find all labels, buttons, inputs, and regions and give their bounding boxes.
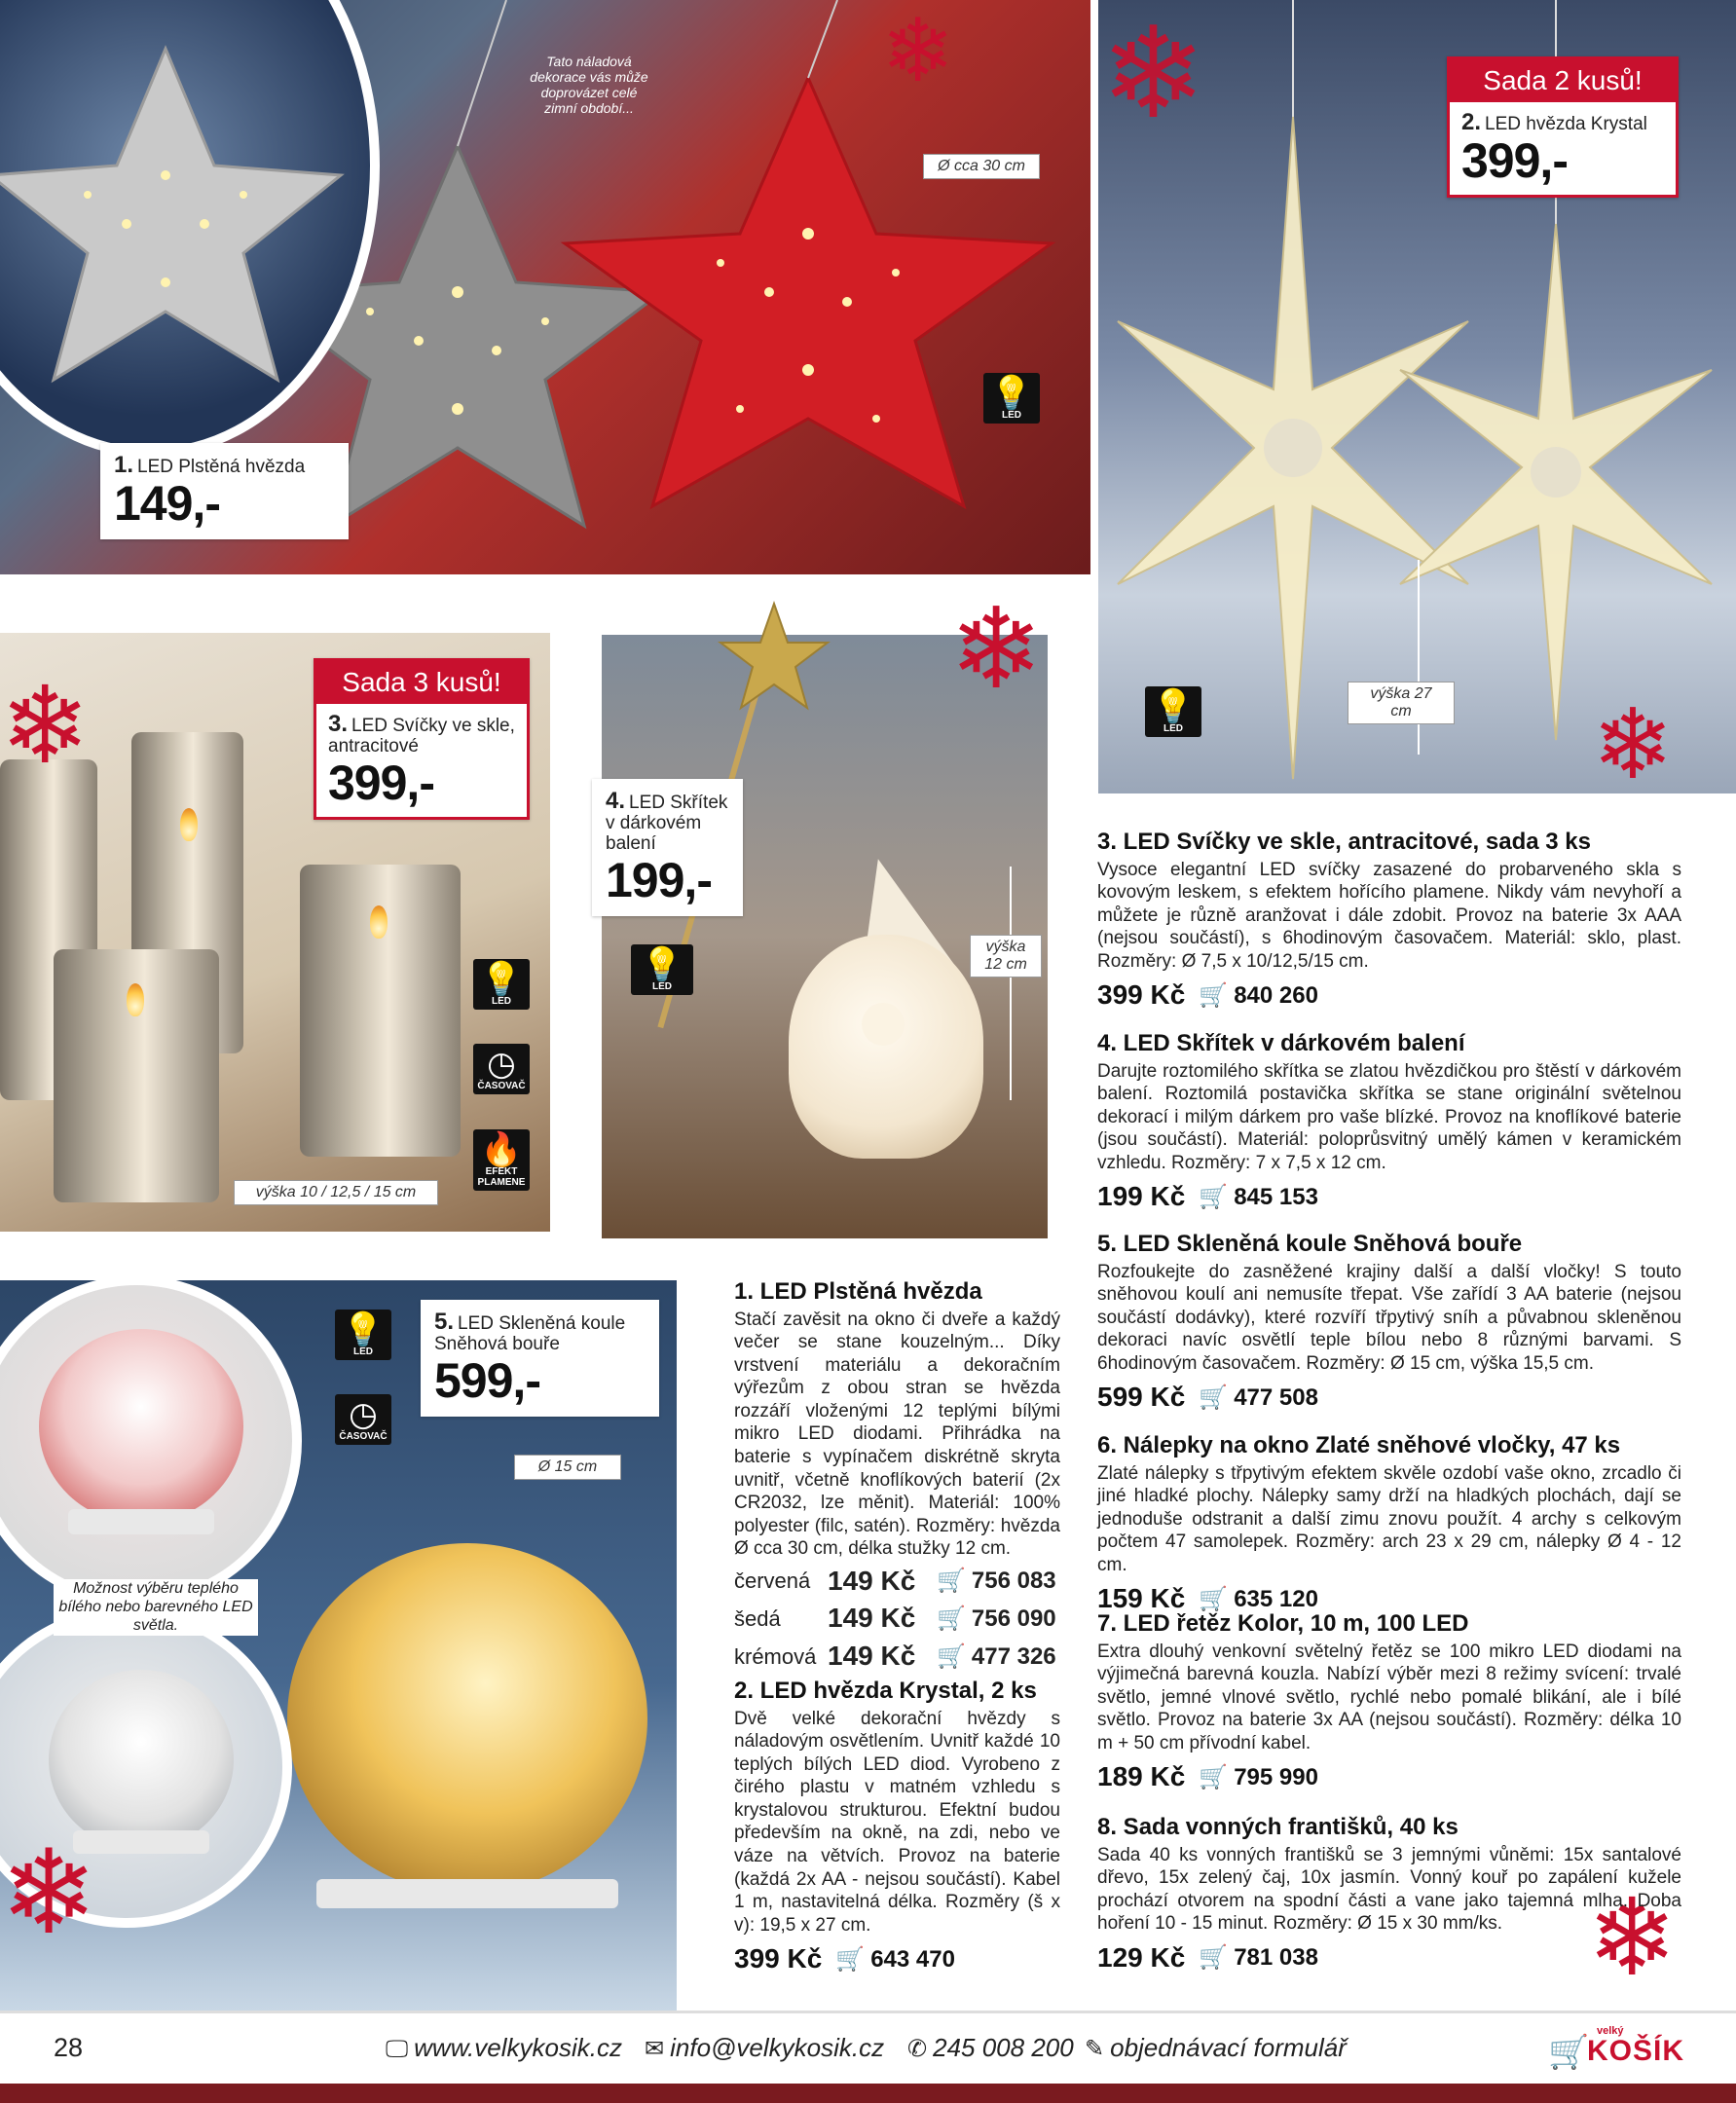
product-3-price-line: 399 Kč 🛒 840 260 [1097,979,1318,1011]
product-3-text: Vysoce elegantní LED svíčky zasazené do probarveného skla s kovovým leskem, s efektem hořícího plamene. Nikdy vám nevyhoří a můžete je různě aranžovat i dále zdobit. Provoz na baterie 3x AAA (nejsou součástí), s 6hodinovým časovačem. Materiál: sklo, plast. Rozměry: Ø 7,5 x 10/12,5/15 cm. [1097,859,1681,972]
gnome-height-arrow [1010,867,1012,1100]
snow-globe-base [316,1879,618,1908]
product-7-price-line: 189 Kč 🛒 795 990 [1097,1761,1318,1792]
price-card-2-banner: Sada 2 kusů! [1450,59,1676,102]
cart-icon: 🛒 [835,1944,866,1973]
phone-icon: ✆ [907,2034,928,2062]
product-1-title: 1. LED Plstěná hvězda [734,1278,982,1305]
envelope-icon: ✉ [645,2034,665,2062]
led-badge: 💡 LED [631,944,693,995]
price-card-4-price: 199,- [606,853,712,908]
product-4-text: Darujte roztomilého skřítka se zlatou hvězdičkou pro štěstí v dárkovém balení. Roztomilá postavička skřítka se stane originální světelnou dekorací i milým dárkem pro vaše blízké. Provoz na knoflíkové baterie (jsou součástí). Materiál: poloprůsvitný umělý kámen v keramickém vzhledu. Rozměry: 7 x 7,5 x 12 cm. [1097,1060,1681,1173]
product-4-title: 4. LED Skřítek v dárkovém balení [1097,1030,1465,1056]
candle-flame [370,905,388,939]
page-number: 28 [54,2033,84,2062]
footer-decorative-strip [0,2084,1736,2103]
cart-icon: 🛒 [937,1642,966,1670]
footer-phone-link[interactable]: ✆ 245 008 200 [907,2033,1074,2062]
product-6-description [1097,1431,1681,1616]
product-8-description [1097,1813,1681,1975]
product-5-text: Rozfoukejte do zasněžené krajiny další a další vločky! S touto sněhovou koulí ani nemusíte třepat. Vše zařídí 3 AA baterie (nejsou součástí dodávky), které rozvíří třpytivý sníh a půvabnou skleněnou dekoraci navíc osvětlí teple bílou nebo 8 různými barvami. S 6hodinovým časovačem. Rozměry: Ø 15 cm, výška 15,5 cm. [1097,1261,1681,1374]
cart-icon: 🛒 [937,1567,966,1595]
price-card-3-banner: Sada 3 kusů! [316,661,527,704]
footer-email-link[interactable]: ✉ info@velkykosik.cz [645,2033,885,2062]
product-4-description [1097,1029,1681,1214]
gnome-body [789,935,983,1159]
led-badge: 💡 LED [1145,686,1201,737]
snowflake-decoration: ❄ [0,663,91,788]
product-4-price-line: 199 Kč 🛒 845 153 [1097,1181,1318,1212]
price-card-5: 5. LED Skleněná koule Sněhová bouře 599,- [421,1300,659,1417]
inset-star-illustration [0,0,370,448]
product-7-description [1097,1609,1681,1794]
price-card-3: Sada 3 kusů! 3. LED Svíčky ve skle, antracitové 399,- [314,658,530,820]
led-badge: 💡 LED [983,373,1040,424]
product-3-title: 3. LED Svíčky ve skle, antracitové, sada 3 ks [1097,829,1591,855]
snow-globe-base [68,1509,214,1534]
snowflake-decoration: ❄ [1587,1875,1678,2000]
product-1-description [734,1277,1060,1674]
cart-icon: 🛒 [1199,1182,1229,1210]
product-2-price-line: 399 Kč 🛒 643 470 [734,1943,955,1974]
globe-diameter-label: Ø 15 cm [514,1455,621,1480]
product-1-variant-cream: krémová 149 Kč 🛒 477 326 [734,1641,1056,1672]
snowflake-decoration: ❄ [1592,687,1674,801]
candle-flame [180,808,198,841]
timer-badge: ◷ ČASOVAČ [335,1394,391,1445]
product-6-price-line: 159 Kč 🛒 635 120 [1097,1583,1318,1614]
price-card-2: Sada 2 kusů! 2. LED hvězda Krystal 399,- [1447,56,1679,198]
product-2-text: Dvě velké dekorační hvězdy s náladovým osvětlením. Uvnitř každé 10 teplých bílých LED diod. Vyrobeno z čirého plastu v matném vzhledu s krystalovou strukturou. Efektní budou především na okně, na zdi, nebo ve váze na větvích. Provoz na baterie (každá 2x AA - nejsou součástí). Kabel 1 m, nastavitelná délka. Rozměry (š x v): 19,5 x 27 cm. [734,1708,1060,1936]
product-8-price-line: 129 Kč 🛒 781 038 [1097,1941,1318,1973]
globe-choice-note: Možnost výběru teplého bílého nebo barevného LED světla. [54,1579,258,1636]
cart-icon: 🛒 [1199,1943,1229,1972]
price-card-3-price: 399,- [328,756,434,811]
gnome-nose [862,1003,905,1046]
product-7-text: Extra dlouhý venkovní světelný řetěz se 100 mikro LED diodami na výjimečná barevná kouzla. Nabízí výběr mezi 8 režimy svícení: trvalé světlo, jemné vlnové světlo, rychlé nebo pomalé blikání, ale i bílé světlo. Provoz na baterie 3x AA (nejsou součástí). Rozměry: délka 10 m + 50 cm přívodní kabel. [1097,1641,1681,1753]
cart-icon: 🛒 [1199,1584,1229,1612]
krystal-height-label: výška 27 cm [1348,682,1455,724]
product-6-title: 6. Nálepky na okno Zlaté sněhové vločky, 47 ks [1097,1432,1621,1458]
footer-website-link[interactable]: 🖵 www.velkykosik.cz [386,2033,622,2062]
light-grey-felt-star [0,49,341,380]
lightbulb-icon: 💡 [1152,688,1195,725]
product-1-variant-grey: šedá 149 Kč 🛒 756 090 [734,1603,1056,1634]
product-5-title: 5. LED Skleněná koule Sněhová bouře [1097,1231,1523,1257]
timer-icon: ◷ [487,1046,516,1083]
product-8-title: 8. Sada vonných františků, 40 ks [1097,1814,1459,1840]
red-felt-star [565,78,1052,506]
product-5-price-line: 599 Kč 🛒 477 508 [1097,1382,1318,1413]
snowflake-decoration: ❄ [949,584,1044,715]
star-diameter-label: Ø cca 30 cm [923,154,1040,179]
led-badge: 💡 LED [335,1310,391,1360]
krystal-height-arrow [1418,560,1420,755]
product-3-description [1097,828,1681,1013]
product-8-text: Sada 40 ks vonných františků se 3 jemnými vůněmi: 15x santalové dřevo, 15x zelený čaj, 10x jasmín. Vonný kouř po zapálení kužele prochází otvorem na spodní části a vane jako tajemná mlha. Doba hoření 10 - 15 minut. Rozměry: Ø 15 x 30 mm/ks. [1097,1844,1681,1935]
lightbulb-icon: 💡 [641,946,683,983]
product-7-title: 7. LED řetěz Kolor, 10 m, 100 LED [1097,1610,1469,1637]
lightbulb-icon: 💡 [990,375,1033,412]
snow-globe-colored [39,1329,243,1524]
flame-effect-badge: 🔥 EFEKT PLAMENE [473,1129,530,1191]
gnome-height-label: výška 12 cm [970,935,1042,978]
form-icon: ✎ [1085,2034,1105,2062]
product-6-text: Zlaté nálepky s třpytivým efektem skvěle ozdobí vaše okno, zrcadlo či jiné hladké plochy. Nálepky samy drží na hladkých plochách, dají se jednoduše odstranit a další zimu znovu použít. 4 archy s celkovým počtem 47 samolepek. Rozměry: arch 23 x 29 cm, nálepky Ø 4 - 12 cm. [1097,1462,1681,1575]
star-mood-note: Tato náladová dekorace vás může doprovázet celé zimní období... [530,54,648,117]
price-card-4: 4. LED Skřítek v dárkovém balení 199,- [592,779,743,916]
lightbulb-icon: 💡 [342,1311,385,1348]
led-badge: 💡 LED [473,959,530,1010]
velky-kosik-logo[interactable]: 🛒 velký KOŠÍK [1548,2025,1685,2072]
snowflake-decoration: ❄ [1100,0,1206,147]
footer-order-form-link[interactable]: ✎ objednávací formulář [1085,2033,1347,2062]
price-card-5-price: 599,- [434,1353,540,1409]
cart-icon: 🛒 [937,1604,966,1632]
product-2-description [734,1677,1060,1976]
monitor-icon: 🖵 [386,2034,409,2062]
snow-globe-white [49,1670,234,1850]
product-1-text: Stačí zavěsit na okno či dveře a každý večer se stane kouzelným... Díky vrstvení materiálu a dekoračním výřezům z obou stran se hvězda rozzáří vloženými 12 teplými bílými mikro LED diodami. Přihrádka na baterie s vypínačem diskrétně skryta uvnitř, včetně knoflíkových baterií (2x CR2032, lze měnit). Materiál: 100% polyester (filc, satén). Rozměry: hvězda Ø cca 30 cm, délka stužky 12 cm. [734,1309,1060,1560]
cart-icon: 🛒 [1199,980,1229,1009]
inset-grey-star [0,0,380,458]
timer-icon: ◷ [349,1396,378,1433]
product-5-description [1097,1230,1681,1415]
price-card-1: 1. LED Plstěná hvězda 149,- [100,443,349,539]
price-card-1-price: 149,- [114,476,220,532]
flame-icon: 🔥 [480,1131,523,1168]
snow-globe-warm [287,1543,647,1894]
timer-badge: ◷ ČASOVAČ [473,1044,530,1094]
candles-height-label: výška 10 / 12,5 / 15 cm [234,1180,438,1205]
price-card-2-price: 399,- [1461,133,1568,189]
logo-cart-icon: 🛒 [1548,2033,1590,2072]
candle-flame [127,983,144,1016]
gold-star-ornament [716,599,832,716]
cart-icon: 🛒 [1199,1383,1229,1411]
product-2-title: 2. LED hvězda Krystal, 2 ks [734,1678,1037,1704]
snowflake-decoration: ❄ [0,1826,98,1961]
product-1-variant-red: červená 149 Kč 🛒 756 083 [734,1565,1056,1596]
cart-icon: 🛒 [1199,1762,1229,1790]
lightbulb-icon: 💡 [480,961,523,998]
snowflake-decoration: ❄ [881,0,955,102]
